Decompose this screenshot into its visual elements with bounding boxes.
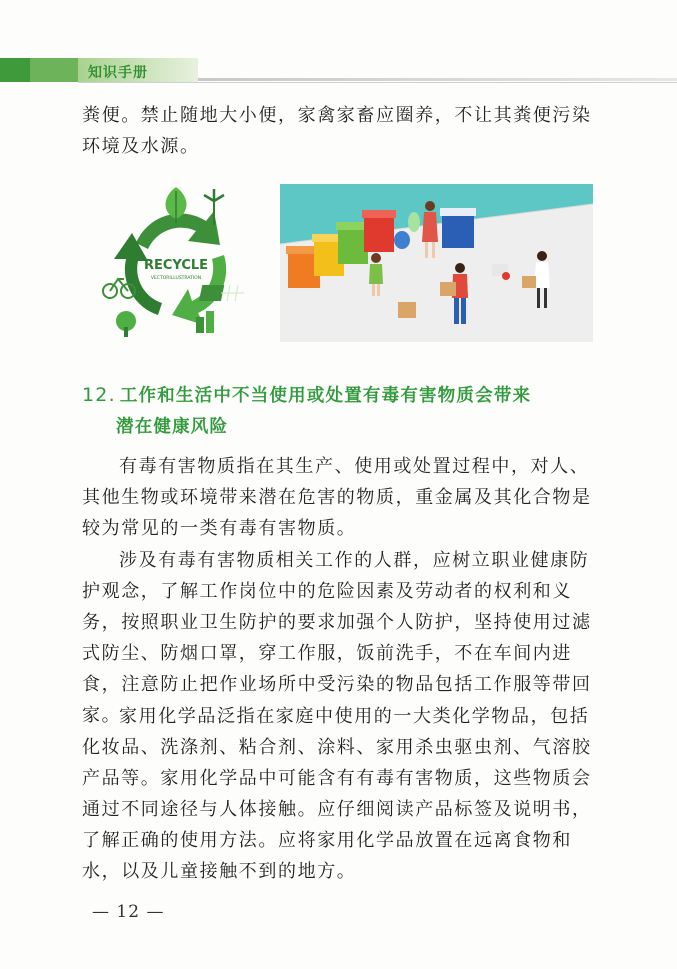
- paragraph-household: 家用化学品泛指在家庭中使用的一大类化学物品，包括化妆品、洗涤剂、粘合剂、涂料、家用杀虫驱虫剂、气溶胶产品等。家用化学品中可能含有有毒有害物质，这些物质会通过不同途径与人体接触。应仔细阅读产品标签及说明书，了解正确的使用方法。应将家用化学品放置在远离食物和水，以及儿童接触不到的地方。: [82, 706, 592, 882]
- bottle-bag: [408, 212, 420, 232]
- recycle-illustration: [96, 183, 256, 343]
- paragraph-definition: 有毒有害物质指在其生产、使用或处置过程中，对人、其他生物或环境带来潜在危害的物质，重金属及其化合物是较为常见的一类有毒有害物质。: [82, 456, 592, 539]
- bin-red: [362, 210, 396, 252]
- solar-panel-icon: [199, 285, 244, 301]
- section-heading: [82, 380, 607, 443]
- box-floor-1: [398, 302, 416, 318]
- section-number: 12.: [82, 384, 116, 406]
- intro-paragraph: 粪便。禁止随地大小便，家禽家畜应圈养，不让其粪便污染环境及水源。: [82, 105, 592, 157]
- waste-sorting-illustration: [280, 184, 593, 342]
- recycle-subtext: VECTORILLUSTRATION: [150, 276, 202, 281]
- page-header: [0, 58, 677, 86]
- header-tab-dark: [0, 58, 30, 82]
- header-tab-mid: [30, 58, 78, 82]
- header-underline: [78, 82, 677, 83]
- bin-blue: [440, 208, 476, 248]
- trash-bag: [394, 231, 410, 249]
- header-title: 知识手册: [88, 65, 148, 81]
- windmill-icon: [204, 189, 224, 225]
- can-floor: [502, 272, 510, 280]
- recycle-text: RECYCLE: [143, 258, 209, 273]
- page-number: — 12 —: [92, 902, 165, 922]
- section-title-line2: 潜在健康风险: [116, 417, 229, 437]
- city-icon: [196, 311, 214, 333]
- header-rule: [198, 78, 677, 81]
- paragraph-occupational: 涉及有毒有害物质相关工作的人群，应树立职业健康防护观念，了解工作岗位中的危险因素及劳动者的权利和义务，按照职业卫生防护的要求加强个人防护，坚持使用过滤式防尘、防烟口罩，穿工作服，饭前洗手，不在车间内进食，注意防止把作业场所中受污染的物品包括工作服等带回家。: [82, 550, 592, 726]
- tree-icon: [116, 311, 136, 337]
- section-title-line1: 工作和生活中不当使用或处置有毒有害物质会带来: [119, 386, 532, 406]
